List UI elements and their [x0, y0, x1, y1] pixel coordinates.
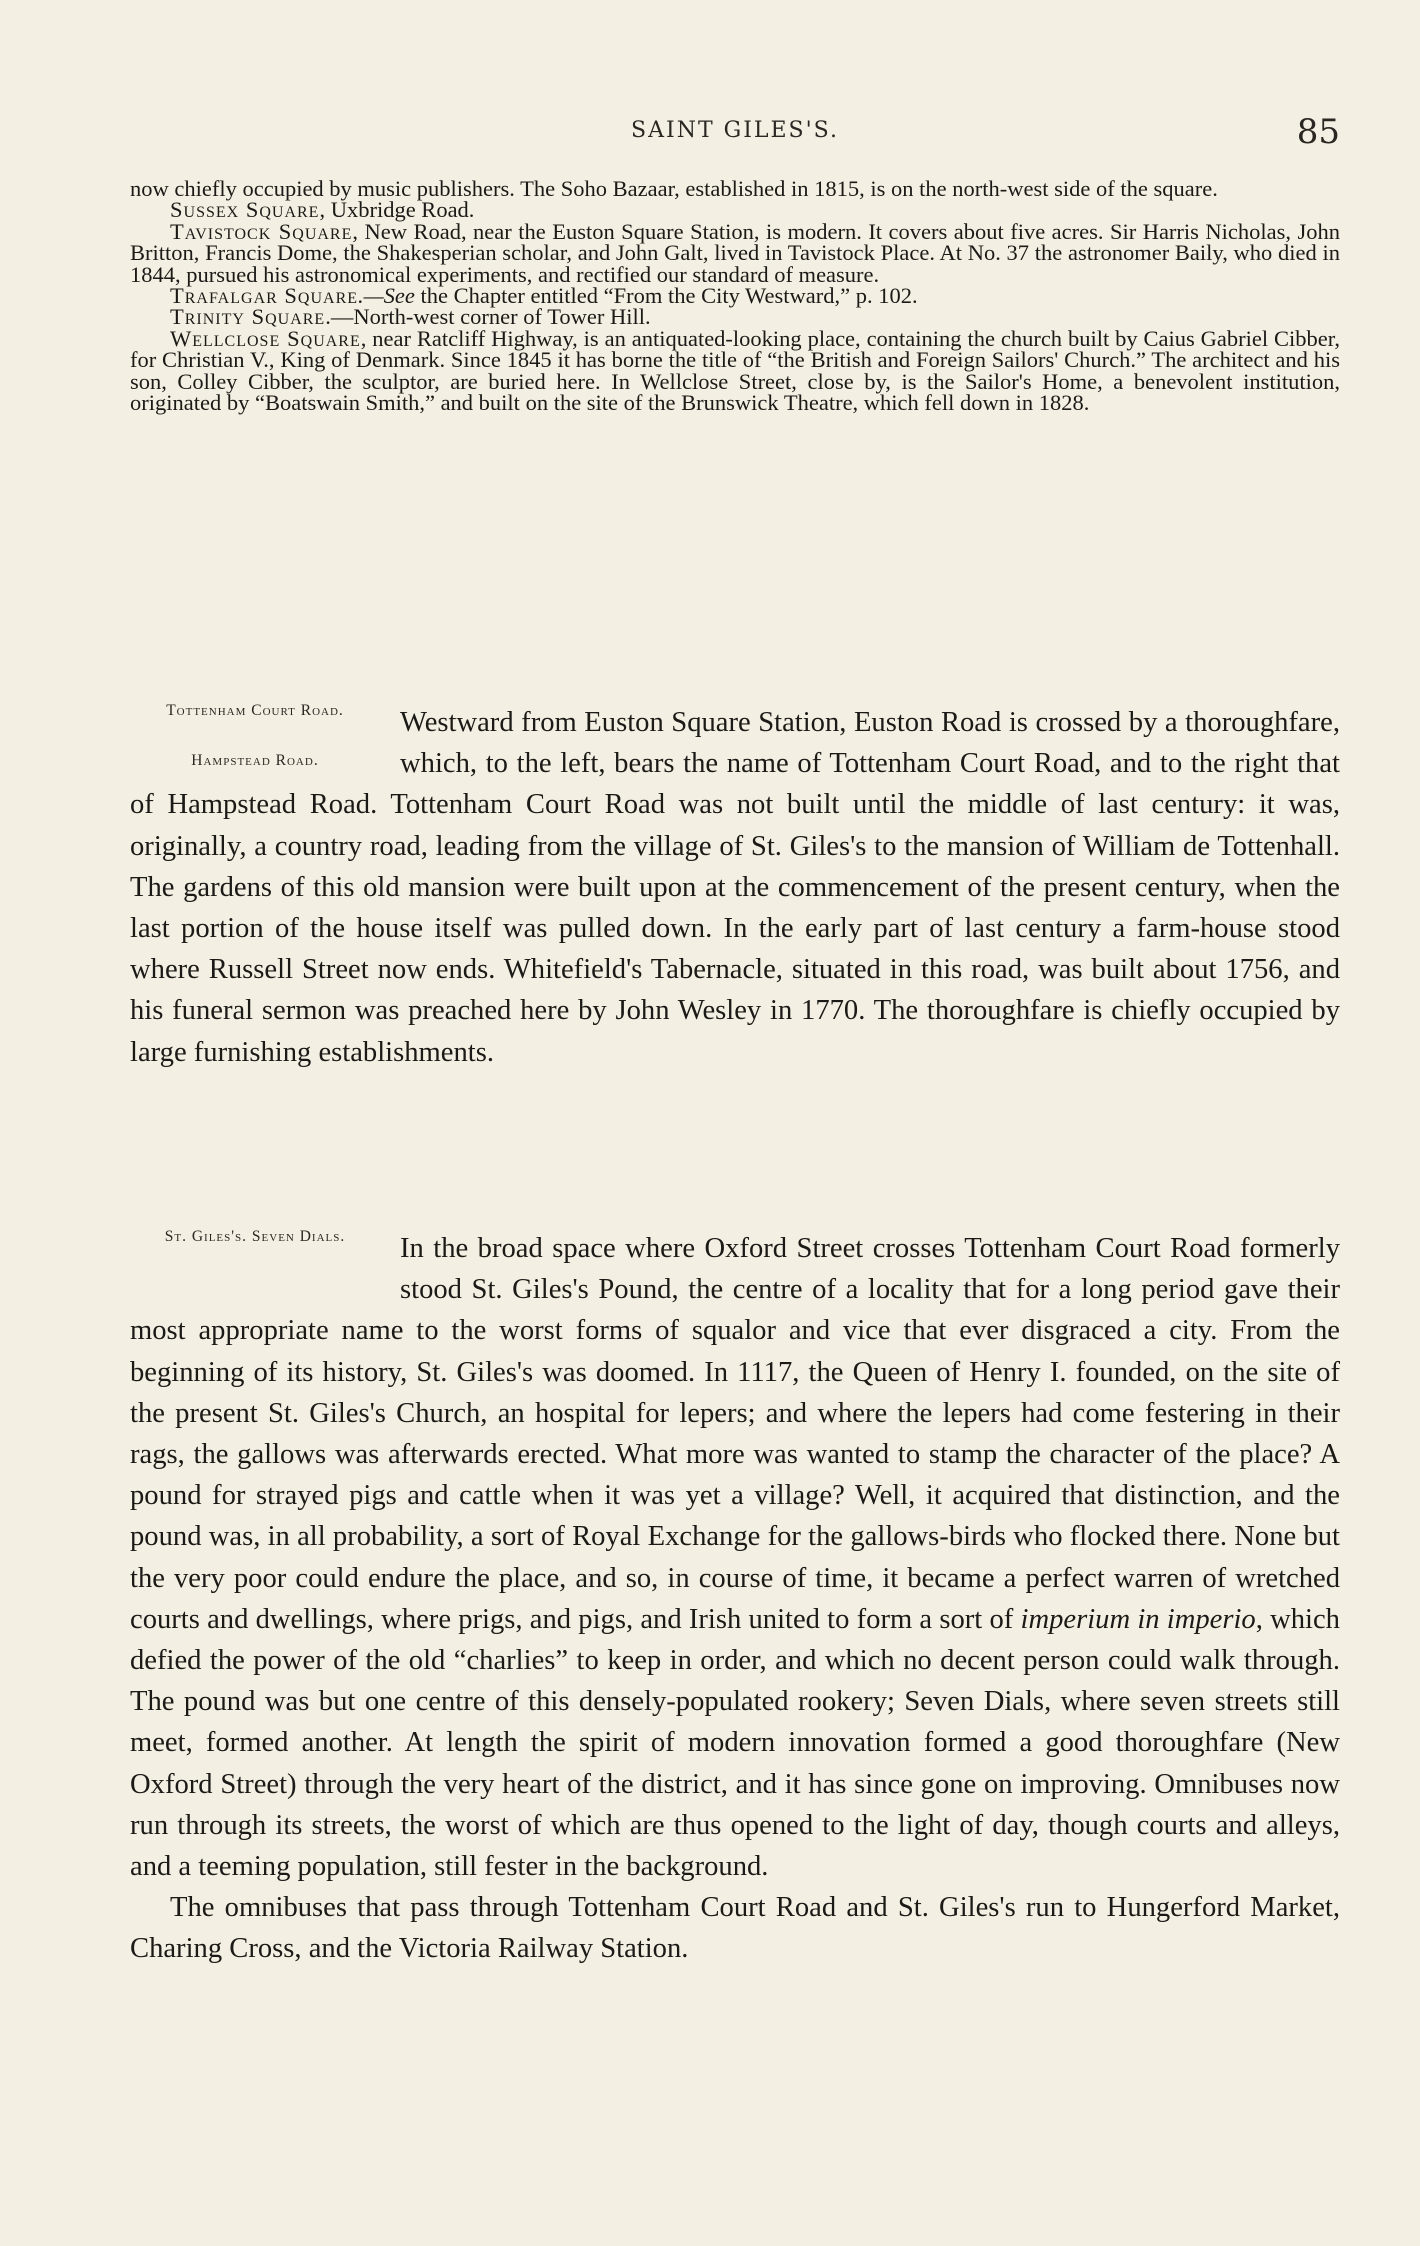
paragraph-soho: now chiefly occupied by music publishers. The Soho Bazaar, established in 1815, is on the north-west side of the square. — [130, 176, 1218, 201]
paragraph-trinity-square — [130, 304, 1340, 330]
entry-label: Trinity Square — [170, 304, 326, 330]
running-header — [130, 112, 1340, 152]
running-title: SAINT GILES'S. — [631, 118, 839, 143]
latin-phrase: imperium in imperio — [1020, 1603, 1256, 1635]
side-note-hampstead-road: Hampstead Road. — [191, 752, 319, 769]
entry-label: Sussex Square — [170, 197, 320, 223]
paragraph-omnibuses: The omnibuses that pass through Tottenham Court Road and St. Giles's run to Hungerford Market, Charing Cross, and the Victoria Railway Station. — [130, 1892, 1340, 1965]
paragraph-text: , which defied the power of the old “charlies” to keep in order, and which no decent person could walk through. The pound was but one centre of this densely-populated rookery; Seven Dials, where seven streets still meet, formed another. At length the spirit of modern innovation formed a good thoroughfare (New Oxford Street) through the very heart of the district, and it has since gone on improving. Omnibuses now run through its streets, the worst of which are thus opened to the light of day, though courts and alleys, and a teeming population, still fester in the background. — [130, 1603, 1340, 1883]
paragraph-trafalgar-square — [130, 283, 1340, 309]
paragraph-text: In the broad space where Oxford Street crosses Tottenham Court Road formerly stood St. Giles's Pound, the centre of a locality that for a long period gave their most appropriate name to the worst forms of squalor and vice that ever disgraced a city. From the beginning of its history, St. Giles's was doomed. In 1117, the Queen of Henry I. founded, on the site of the present St. Giles's Church, an hospital for lepers; and where the lepers had come festering in their rags, the gallows was afterwards erected. What more was wanted to stamp the character of the place? A pound for strayed pigs and cattle when it was yet a village? Well, it acquired that distinction, and the pound was, in all probability, a sort of Royal Exchange for the gallows-birds who flocked there. None but the very poor could endure the place, and so, in course of time, it became a perfect warren of wretched courts and dwellings, where prigs, and pigs, and Irish united to form a sort of — [130, 1233, 1340, 1635]
paragraph-st-giles — [130, 1228, 1340, 1887]
entry-label: Wellclose Square — [170, 325, 361, 351]
section-body — [130, 1228, 1340, 1970]
page-number: 85 — [1296, 112, 1340, 152]
entry-label: Trafalgar Square — [170, 283, 359, 309]
entry-label: Tavistock Square — [170, 218, 353, 244]
entry-text: the Chapter entitled “From the City Westward,” p. 102. — [414, 283, 918, 309]
entry-text: , Uxbridge Road. — [319, 197, 475, 223]
entry-text: , New Road, near the Euston Square Station, is modern. It covers about five acres. Sir Harris Nicholas, John Britton, Francis Dome, the Shakesperian scholar, and John Galt, lived in Tavistock Place. At No. 37 the astronomer Baily, who died in 1844, pursued his astronomical experiments, and rectified our standard of measure. — [130, 218, 1340, 287]
paragraph-sussex-square — [130, 197, 1340, 223]
paragraph-tavistock-square — [130, 218, 1340, 287]
paragraph-tottenham: Westward from Euston Square Station, Euston Road is crossed by a thoroughfare, which, to the left, bears the name of Tottenham Court Road, and to the right that of Hampstead Road. Tottenham Court Road was not built until the middle of last century: it was, originally, a country road, leading from the village of St. Giles's to the mansion of William de Tottenhall. The gardens of this old mansion were built upon at the commencement of the present century, when the last portion of the house itself was pulled down. In the early part of last century a farm-house stood where Russell Street now ends. Whitefield's Tabernacle, situated in this road, was built about 1756, and his funeral sermon was preached here by John Wesley in 1770. The thoroughfare is chiefly occupied by large furnishing establishments. — [130, 707, 1340, 1068]
side-note-st-giles-seven-dials: St. Giles's. Seven Dials. — [164, 1228, 346, 1245]
entry-text: .—North-west corner of Tower Hill. — [325, 304, 651, 330]
entry-text: , near Ratcliff Highway, is an antiquated-looking place, containing the church built by Caius Gabriel Cibber, for Christian V., King of Denmark. Since 1845 it has borne the title of “the British and Foreign Sailors' Church.” The architect and his son, Colley Cibber, the sculptor, are buried here. In Wellclose Street, close by, is the Sailor's Home, a benevolent institution, originated by “Boatswain Smith,” and built on the site of the Brunswick Theatre, which fell down in 1828. — [130, 325, 1340, 416]
paragraph-wellclose-square — [130, 325, 1340, 416]
section-tottenham-court-road — [130, 702, 1340, 1073]
small-print-block — [130, 176, 1340, 416]
side-note-tottenham-court-road: Tottenham Court Road. — [166, 702, 344, 719]
section-st-giles — [130, 1228, 1340, 1970]
entry-see: .—See — [358, 283, 415, 309]
